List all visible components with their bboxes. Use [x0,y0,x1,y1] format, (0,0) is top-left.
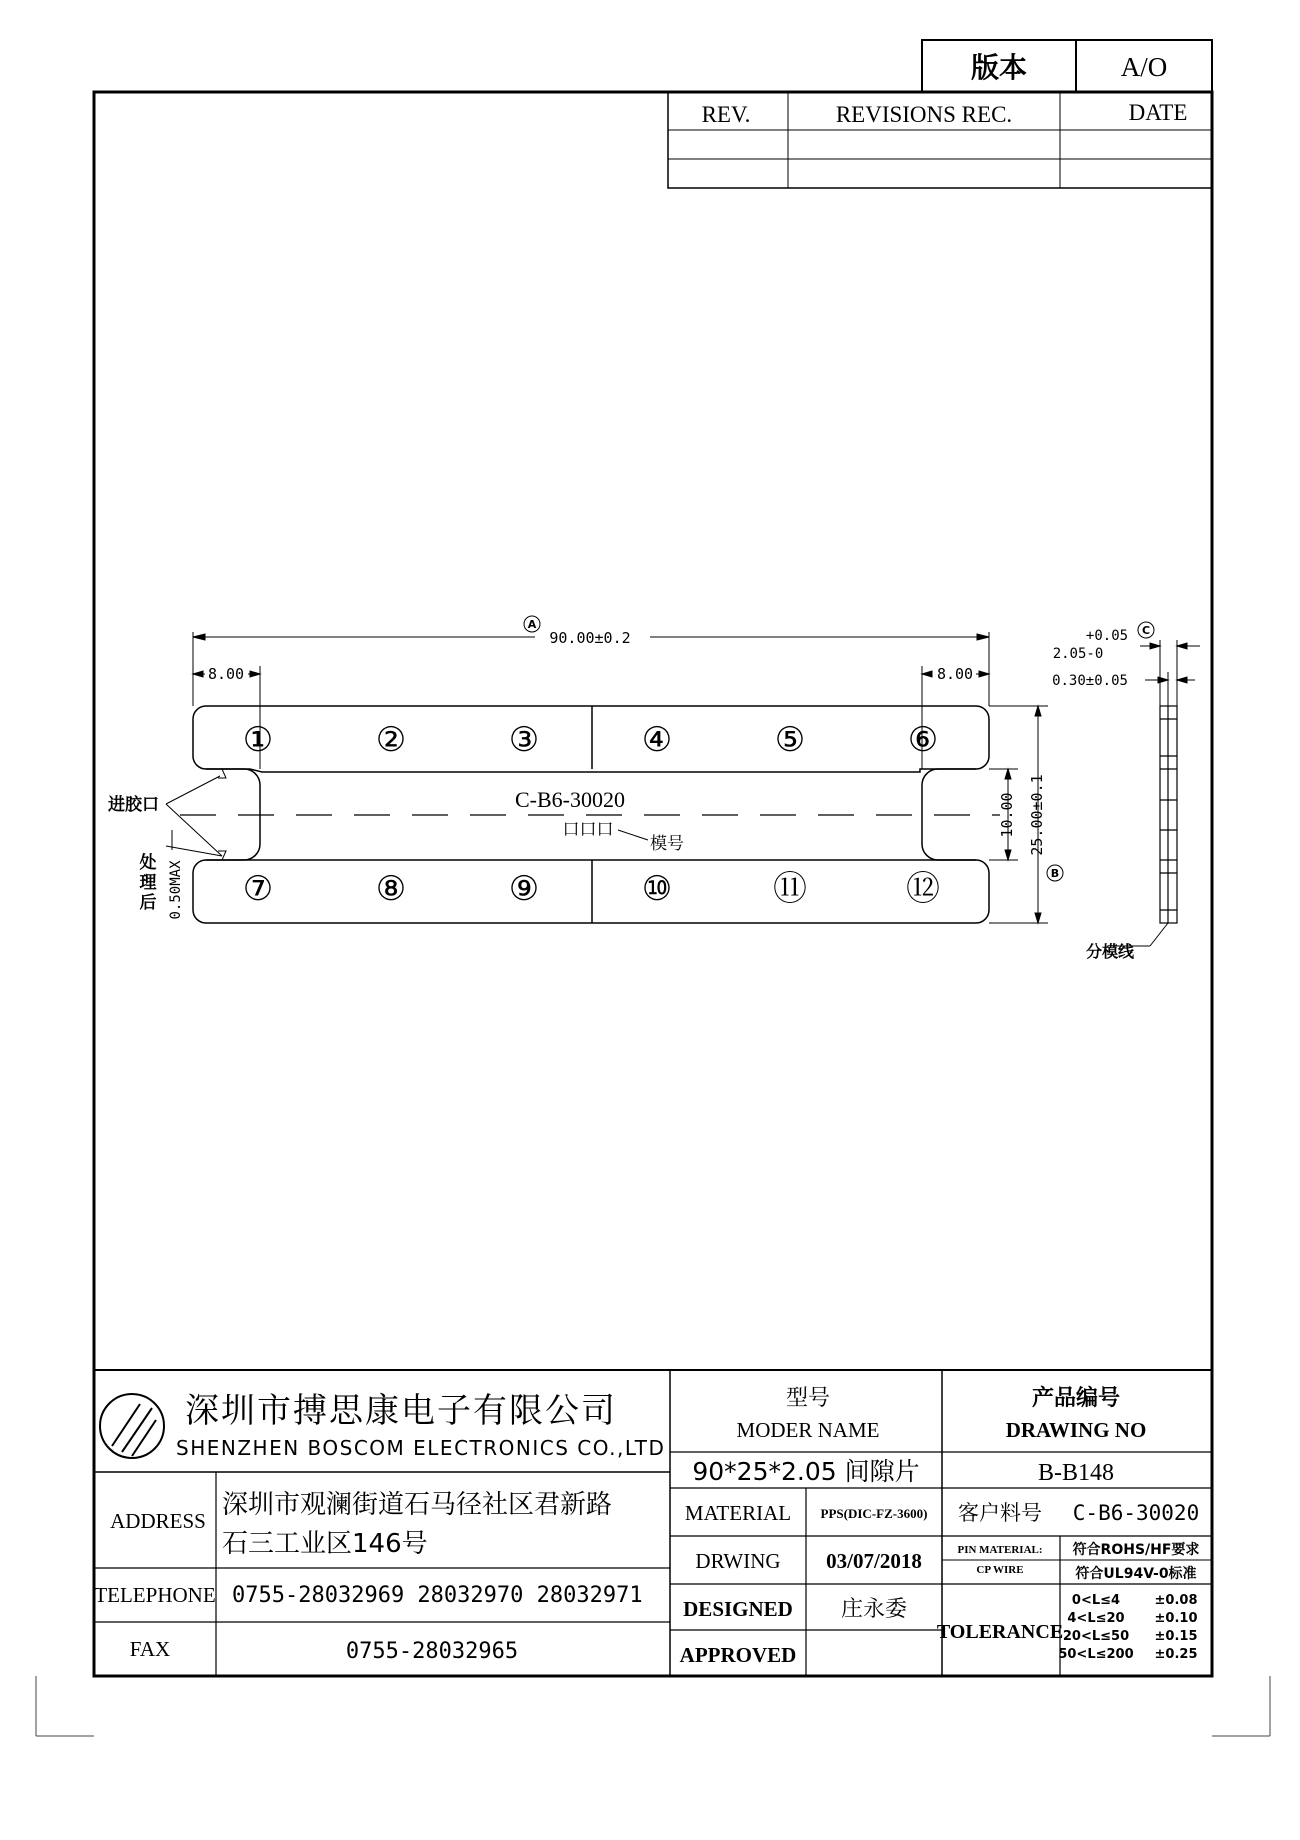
pin-material-wire: CP WIRE [976,1564,1024,1576]
fax-label: FAX [129,1637,171,1661]
trim-marks [36,1676,1270,1736]
gate-leader [166,776,222,856]
drawing-label: DRWING [695,1549,781,1573]
parting-line-label: 分模线 [1086,942,1135,961]
post-dim-text: 0.50MAX [168,860,184,920]
material-value: PPS(DIC-FZ-3600) [820,1506,928,1521]
cavity-label: ⑤ [774,720,806,760]
revisions-rec-header: REVISIONS REC. [835,102,1013,127]
tolerance-value: ±0.10 [1154,1611,1198,1626]
address-line-1: 深圳市观澜街道石马径社区君新路 [222,1490,613,1520]
gate-label: 进胶口 [108,795,159,815]
drawing-text: 处理后 [139,853,157,913]
model-value: 90*25*2.05 间隙片 [692,1457,920,1486]
datum-b [1047,865,1063,881]
drawing-date: 03/07/2018 [826,1549,922,1573]
fax-value: 0755-28032965 [345,1639,519,1664]
dim-left-text: 8.00 [207,665,245,683]
customer-no-value: C-B6-30020 [1072,1501,1200,1525]
tolerance-range: 50<L≤200 [1058,1647,1134,1662]
cavity-label: ⑫ [906,869,940,909]
rohs-note: 符合ROHS/HF要求 [1072,1542,1200,1558]
tolerance-label: TOLERANCE [936,1621,1064,1643]
mold-number-label: 模号 [650,834,684,854]
designed-value: 庄永委 [840,1597,908,1622]
dim-thickness-tol: +0.05 [1085,628,1129,644]
dim-thickness-text: 2.05-0 [1052,646,1104,662]
dim-width-text: 25.00±0.1 [1028,774,1046,856]
cavity-label: ③ [508,720,540,760]
tolerance-value: ±0.08 [1154,1593,1198,1608]
pin-material-label: PIN MATERIAL: [957,1544,1043,1556]
parting-leader [1150,923,1168,946]
dim-right-text: 8.00 [936,665,974,683]
dim-thickness [1140,640,1200,706]
ul-note: 符合UL94V-0标准 [1075,1566,1197,1582]
cavity-label: ⑨ [508,869,540,909]
tolerance-value: ±0.15 [1154,1629,1198,1644]
rev-header: REV. [701,102,751,127]
cavity-label: ⑪ [773,869,807,909]
customer-no-label: 客户料号 [958,1501,1042,1525]
model-label-cn: 型号 [785,1386,831,1411]
date-header: DATE [1128,100,1188,125]
dim-length-text: 90.00±0.2 [549,629,631,647]
material-label: MATERIAL [684,1501,792,1525]
cavity-label: ⑩ [641,869,673,909]
version-label: 版本 [970,51,1028,84]
post-dim [166,830,222,856]
telephone-label: TELEPHONE [94,1583,216,1607]
post-process-label [140,852,158,913]
tolerance-range: 4<L≤20 [1067,1611,1125,1626]
drawing-no-label-en: DRAWING NO [1005,1418,1147,1442]
mold-leader [618,830,648,840]
telephone-value: 0755-28032969 28032970 28032971 [232,1583,643,1608]
company-name-cn: 深圳市搏思康电子有限公司 [185,1391,617,1431]
version-value: A/O [1120,52,1168,82]
drawing-text: C [1141,624,1151,637]
cavity-label: ⑧ [375,869,407,909]
datum-a [524,616,540,632]
approved-label: APPROVED [679,1643,797,1667]
dim-gap-text: 10.00 [998,792,1016,838]
drawing-no-value: B-B148 [1037,1460,1115,1486]
tolerance-table [1058,1593,1197,1662]
dim-step-text: 0.30±0.05 [1052,673,1128,689]
gate-marks [218,769,226,860]
drawing-text: A [527,618,537,631]
datum-c [1138,622,1154,638]
cavity-label: ⑥ [907,720,939,760]
address-line-2: 石三工业区146号 [222,1529,428,1559]
tolerance-value: ±0.25 [1154,1647,1198,1662]
part-code: C-B6-30020 [515,787,625,812]
tolerance-range: 20<L≤50 [1062,1629,1130,1644]
company-logo [100,1394,164,1458]
cavity-label: ① [242,720,274,760]
model-label-en: MODER NAME [736,1418,880,1442]
drawing-no-label-cn: 产品编号 [1031,1386,1121,1411]
cavity-label: ② [375,720,407,760]
cavity-label: ⑦ [242,869,274,909]
address-label: ADDRESS [110,1509,206,1533]
mold-number-boxes: 口口口 [562,820,614,840]
tolerance-range: 0<L≤4 [1071,1593,1121,1608]
drawing-text: B [1050,867,1060,880]
company-name-en: SHENZHEN BOSCOM ELECTRONICS CO.,LTD [176,1436,666,1460]
cavity-label: ④ [641,720,673,760]
part-side-view [1160,706,1177,923]
designed-label: DESIGNED [683,1597,793,1621]
version-box [922,40,1212,92]
